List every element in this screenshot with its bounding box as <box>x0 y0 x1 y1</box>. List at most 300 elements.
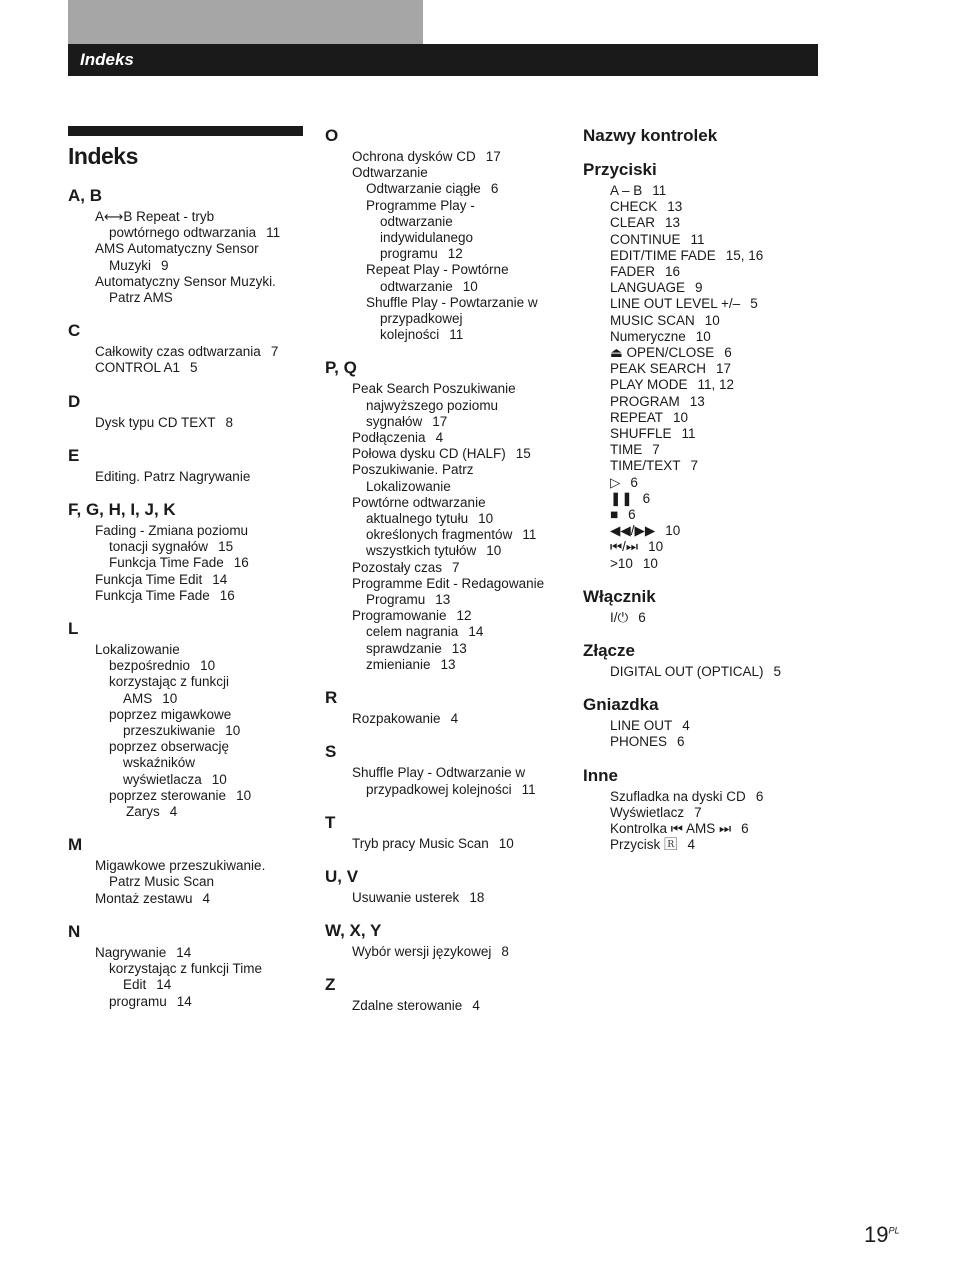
index-entry <box>325 414 565 430</box>
entry-text: MUSIC SCAN <box>610 312 695 328</box>
index-entry <box>68 209 304 225</box>
index-entry <box>583 507 843 523</box>
entry-text: Usuwanie usterek <box>352 889 460 905</box>
entry-text: ■ <box>610 507 619 523</box>
section-heading: A, B <box>68 186 102 205</box>
section-heading: E <box>68 445 80 465</box>
section-heading: U, V <box>325 866 359 886</box>
index-entry <box>583 248 843 264</box>
index-entry <box>325 641 565 657</box>
index-entry <box>583 734 843 750</box>
index-entry <box>583 442 843 458</box>
entry-page: 6 <box>628 507 636 523</box>
index-column-3 <box>583 120 843 869</box>
index-section <box>325 921 565 960</box>
index-entry <box>583 475 843 491</box>
index-section <box>583 587 843 626</box>
index-entry <box>583 610 843 626</box>
entry-page: 17 <box>485 149 501 164</box>
entry-text: zmienianie <box>366 656 431 672</box>
entry-page: 11 <box>521 781 536 797</box>
entry-page: 13 <box>667 199 683 215</box>
entry-page: 4 <box>450 711 459 727</box>
index-entry <box>68 707 304 723</box>
entry-text: FADER <box>610 264 656 280</box>
entry-text: Kontrolka ⏮ AMS ⏭ <box>610 821 732 837</box>
index-entry <box>325 181 565 197</box>
entry-text: poprzez obserwację <box>109 739 230 755</box>
entry-text: Patrz AMS <box>109 290 173 306</box>
index-entry <box>325 560 565 576</box>
entry-page: 4 <box>472 998 480 1014</box>
entry-page: 15 <box>218 539 234 555</box>
entry-page: 11 <box>522 527 537 543</box>
index-entry <box>583 377 843 393</box>
entry-text: Poszukiwanie. Patrz <box>352 462 474 478</box>
entry-text: LINE OUT LEVEL +/– <box>610 296 741 312</box>
index-section <box>68 835 304 907</box>
index-entry <box>68 674 304 690</box>
entry-text: AMS <box>123 690 153 706</box>
index-entry <box>325 765 565 781</box>
entry-page: 11 <box>652 183 667 198</box>
controls-title: Nazwy kontrolek <box>583 126 718 145</box>
entry-text: programu <box>109 993 167 1009</box>
entry-page: 10 <box>648 539 664 555</box>
page-number-suffix: PL <box>888 1225 900 1236</box>
entry-text: Pozostały czas <box>352 559 443 575</box>
entry-page: 10 <box>498 835 514 851</box>
entry-page: 10 <box>225 723 241 739</box>
index-entry <box>325 592 565 608</box>
entry-text: sprawdzanie <box>366 640 442 656</box>
index-entry <box>325 890 565 906</box>
entry-text: wskaźników <box>123 755 196 771</box>
entry-page: 6 <box>638 609 646 625</box>
entry-page: 17 <box>716 361 732 377</box>
index-section <box>325 742 565 797</box>
entry-text: Repeat Play - Powtórne <box>366 262 509 278</box>
index-entry <box>583 821 843 837</box>
entry-page: 10 <box>478 511 494 527</box>
entry-text: Tryb pracy Music Scan <box>352 835 489 851</box>
entry-text: poprzez migawkowe <box>109 706 232 722</box>
section-heading: T <box>325 812 336 832</box>
entry-text: I/⏻ <box>610 609 629 625</box>
index-entry <box>68 994 304 1010</box>
index-entry <box>325 279 565 295</box>
entry-text: programu <box>380 246 438 262</box>
index-entry <box>68 539 304 555</box>
index-section <box>325 867 565 906</box>
entry-page: 10 <box>200 658 216 674</box>
entry-text: EDIT/TIME FADE <box>610 247 716 263</box>
entry-page: 13 <box>689 393 705 409</box>
header-title: Indeks <box>80 50 134 69</box>
entry-text: TIME/TEXT <box>610 458 681 474</box>
column-sections <box>68 186 304 1010</box>
entry-page: 8 <box>225 414 234 430</box>
index-entry <box>583 523 843 539</box>
index-entry <box>68 258 304 274</box>
index-entry <box>68 523 304 539</box>
page-number-value: 19 <box>864 1222 889 1247</box>
index-entry <box>583 280 843 296</box>
entry-text: przypadkowej <box>380 311 463 327</box>
index-section <box>68 321 304 376</box>
index-entry <box>68 241 304 257</box>
index-entry <box>325 327 565 343</box>
entry-text: CLEAR <box>610 215 656 231</box>
header-bar <box>68 44 818 76</box>
entry-text: LINE OUT <box>610 718 673 734</box>
entry-text: CONTROL A1 <box>95 360 181 376</box>
index-entry <box>583 394 843 410</box>
index-entry <box>325 165 565 181</box>
index-section <box>583 766 843 854</box>
index-entry <box>583 183 843 199</box>
entry-page: 13 <box>665 215 681 231</box>
entry-page: 7 <box>270 344 279 360</box>
index-section <box>325 813 565 852</box>
index-section <box>325 358 565 673</box>
entry-page: 16 <box>233 555 249 571</box>
entry-text: powtórnego odtwarzania <box>109 225 257 241</box>
entry-page: 11 <box>690 231 705 247</box>
index-section <box>583 641 843 680</box>
entry-text: Rozpakowanie <box>352 711 441 727</box>
index-entry <box>325 230 565 246</box>
index-entry <box>68 804 304 820</box>
entry-text: Muzyki <box>109 257 152 273</box>
title-rule <box>68 126 303 136</box>
entry-text: PROGRAM <box>610 393 680 409</box>
index-entry <box>325 624 565 640</box>
entry-page: 10 <box>486 543 502 559</box>
index-section <box>68 186 304 306</box>
section-heading: N <box>68 921 81 941</box>
index-entry <box>325 214 565 230</box>
index-section <box>583 160 843 572</box>
index-entry <box>325 998 565 1014</box>
entry-text: ◀◀/▶▶ <box>610 523 656 539</box>
entry-page: 11 <box>266 225 281 241</box>
entry-text: A – B <box>610 183 643 198</box>
index-entry <box>325 543 565 559</box>
entry-text: Edit <box>123 977 147 993</box>
entry-text: Numeryczne <box>610 328 686 344</box>
index-entry <box>583 264 843 280</box>
index-section <box>325 126 565 343</box>
entry-text: Powtórne odtwarzanie <box>352 494 486 510</box>
entry-text: Lokalizowanie <box>95 642 180 658</box>
entry-text: AMS Automatyczny Sensor <box>95 241 259 257</box>
index-entry <box>68 874 304 890</box>
index-entry <box>583 426 843 442</box>
index-entry <box>68 858 304 874</box>
entry-page: 15 <box>515 446 531 462</box>
entry-text: LANGUAGE <box>610 280 686 296</box>
entry-page: 7 <box>690 458 699 474</box>
index-entry <box>68 274 304 290</box>
entry-text: Editing. Patrz Nagrywanie <box>95 468 251 484</box>
entry-text: Szufladka na dyski CD <box>610 788 746 804</box>
index-entry <box>583 199 843 215</box>
index-entry <box>583 664 843 680</box>
entry-page: 6 <box>755 788 764 804</box>
entry-page: 10 <box>704 312 720 328</box>
index-entry <box>325 836 565 852</box>
section-heading: W, X, Y <box>325 921 382 941</box>
index-section <box>325 975 565 1014</box>
index-entry <box>583 805 843 821</box>
entry-text: Patrz Music Scan <box>109 874 215 890</box>
index-entry <box>583 410 843 426</box>
index-section <box>68 446 304 485</box>
entry-text: Programme Play - <box>366 197 475 213</box>
entry-text: Peak Search Poszukiwanie <box>352 381 516 397</box>
entry-page: 5 <box>190 360 198 376</box>
entry-text: TIME <box>610 442 643 458</box>
entry-text: wyświetlacza <box>123 771 202 787</box>
index-entry <box>68 739 304 755</box>
entry-page: 5 <box>773 664 782 680</box>
entry-page: 9 <box>695 280 703 296</box>
entry-page: 14 <box>176 944 192 960</box>
entry-text: PEAK SEARCH <box>610 361 707 377</box>
entry-text: ⏮/⏭ <box>610 539 639 555</box>
index-entry <box>325 511 565 527</box>
entry-page: 4 <box>202 890 211 906</box>
entry-text: korzystając z funkcji <box>109 674 230 690</box>
entry-page: 14 <box>156 977 172 993</box>
index-entry <box>68 290 304 306</box>
index-section <box>68 922 304 1010</box>
index-entry <box>325 262 565 278</box>
entry-text: aktualnego tytułu <box>366 511 469 527</box>
entry-text: Odtwarzanie ciągłe <box>366 181 481 197</box>
section-heading: Złącze <box>583 641 635 661</box>
index-entry <box>68 415 304 431</box>
section-heading: Gniazdka <box>583 695 659 715</box>
index-entry <box>68 588 304 604</box>
entry-page: 11, 12 <box>697 377 735 393</box>
entry-page: 10 <box>236 787 252 803</box>
header-grey-tab <box>68 0 423 44</box>
section-heading: Z <box>325 975 336 995</box>
entry-text: >10 <box>610 555 633 571</box>
entry-page: 17 <box>432 413 448 429</box>
entry-page: 14 <box>468 624 484 640</box>
index-section <box>68 392 304 431</box>
entry-page: 11 <box>449 327 464 343</box>
index-entry <box>583 458 843 474</box>
entry-page: 15, 16 <box>725 247 764 263</box>
index-entry <box>68 225 304 241</box>
index-entry <box>583 296 843 312</box>
index-entry <box>583 232 843 248</box>
index-entry <box>583 556 843 572</box>
index-entry <box>583 837 843 853</box>
entry-page: 9 <box>161 257 169 273</box>
index-entry <box>325 657 565 673</box>
column-sections <box>325 126 565 1015</box>
index-entry <box>583 329 843 345</box>
index-entry <box>325 311 565 327</box>
entry-page: 6 <box>642 490 651 506</box>
entry-page: 10 <box>695 328 711 344</box>
section-heading: M <box>68 835 83 855</box>
index-entry <box>325 462 565 478</box>
entry-text: korzystając z funkcji Time <box>109 961 263 977</box>
index-entry <box>583 718 843 734</box>
index-entry <box>583 361 843 377</box>
entry-text: przeszukiwanie <box>123 723 216 739</box>
entry-text: tonacji sygnałów <box>109 539 209 555</box>
index-entry <box>325 149 565 165</box>
entry-page: 13 <box>440 656 456 672</box>
entry-page: 5 <box>750 296 758 312</box>
index-entry <box>68 945 304 961</box>
entry-text: Montaż zestawu <box>95 890 193 906</box>
index-entry <box>583 789 843 805</box>
section-heading: R <box>325 688 338 708</box>
index-entry <box>583 539 843 555</box>
entry-text: celem nagrania <box>366 624 459 640</box>
section-heading: C <box>68 321 81 341</box>
entry-text: PHONES <box>610 734 668 750</box>
entry-page: 16 <box>219 587 235 603</box>
index-entry <box>325 430 565 446</box>
section-heading: Inne <box>583 765 618 785</box>
entry-text: Podłączenia <box>352 430 426 446</box>
entry-text: REPEAT <box>610 409 664 425</box>
entry-page: 6 <box>490 181 499 197</box>
index-entry <box>325 446 565 462</box>
entry-text: Ochrona dysków CD <box>352 149 476 164</box>
entry-text: Przycisk 🅁 <box>610 837 678 853</box>
index-entry <box>325 398 565 414</box>
entry-page: 6 <box>724 345 732 361</box>
section-heading: Przyciski <box>583 160 657 179</box>
entry-page: 11 <box>681 426 696 442</box>
index-column-1 <box>68 120 304 1025</box>
section-heading: P, Q <box>325 358 357 378</box>
entry-text: Shuffle Play - Odtwarzanie w <box>352 765 526 781</box>
entry-text: Programme Edit - Redagowanie <box>352 575 545 591</box>
index-entry <box>325 295 565 311</box>
entry-text: CHECK <box>610 199 658 215</box>
entry-text: Połowa dysku CD (HALF) <box>352 446 506 462</box>
entry-text: CONTINUE <box>610 231 681 247</box>
entry-page: 6 <box>677 734 685 750</box>
entry-text: Wyświetlacz <box>610 804 685 820</box>
entry-text: wszystkich tytułów <box>366 543 477 559</box>
entry-text: Funkcja Time Fade <box>109 555 224 571</box>
entry-text: PLAY MODE <box>610 377 688 393</box>
index-section <box>325 688 565 727</box>
entry-page: 13 <box>435 592 451 608</box>
index-entry <box>68 961 304 977</box>
entry-text: DIGITAL OUT (OPTICAL) <box>610 664 764 680</box>
entry-text: Funkcja Time Fade <box>95 587 210 603</box>
index-column-2 <box>325 120 565 1030</box>
index-entry <box>325 782 565 798</box>
entry-page: 12 <box>456 608 472 624</box>
index-entry <box>325 608 565 624</box>
entry-text: indywidulanego <box>380 230 474 246</box>
page-number <box>864 1222 900 1248</box>
entry-page: 12 <box>447 246 463 262</box>
index-entry <box>583 313 843 329</box>
entry-page: 6 <box>630 474 638 490</box>
entry-page: 18 <box>469 889 485 905</box>
entry-text: Programowanie <box>352 608 447 624</box>
entry-text: odtwarzanie <box>380 278 453 294</box>
index-entry <box>325 576 565 592</box>
index-entry <box>68 642 304 658</box>
index-entry <box>68 360 304 376</box>
section-heading: L <box>68 619 79 639</box>
entry-page: 16 <box>665 264 681 280</box>
entry-page: 10 <box>162 690 178 706</box>
index-entry <box>68 788 304 804</box>
entry-text: Dysk typu CD TEXT <box>95 414 216 430</box>
entry-page: 4 <box>687 837 696 853</box>
index-entry <box>68 977 304 993</box>
index-entry <box>68 344 304 360</box>
index-entry <box>325 495 565 511</box>
entry-text: poprzez sterowanie <box>109 787 227 803</box>
section-heading: Włącznik <box>583 586 656 606</box>
entry-page: 10 <box>462 278 478 294</box>
index-entry <box>68 891 304 907</box>
entry-text: Nagrywanie <box>95 944 167 960</box>
index-entry <box>583 215 843 231</box>
index-entry <box>325 944 565 960</box>
entry-text: ⏏ OPEN/CLOSE <box>610 345 715 361</box>
index-entry <box>583 491 843 507</box>
entry-text: sygnałów <box>366 413 423 429</box>
entry-page: 13 <box>451 640 467 656</box>
index-entry <box>325 479 565 495</box>
index-entry <box>68 572 304 588</box>
entry-text: odtwarzanie <box>380 213 453 229</box>
section-heading: O <box>325 126 339 145</box>
entry-text: Fading - Zmiana poziomu <box>95 523 249 539</box>
index-section <box>68 619 304 820</box>
entry-text: Shuffle Play - Powtarzanie w <box>366 294 538 310</box>
entry-text: ▷ <box>610 474 621 490</box>
entry-text: najwyższego poziomu <box>366 397 499 413</box>
column-sections <box>583 160 843 854</box>
entry-text: Całkowity czas odtwarzania <box>95 344 261 360</box>
section-heading: F, G, H, I, J, K <box>68 500 176 520</box>
entry-page: 7 <box>452 559 460 575</box>
entry-page: 4 <box>682 718 690 734</box>
entry-page: 10 <box>665 523 681 539</box>
index-entry <box>68 691 304 707</box>
section-heading: S <box>325 742 337 762</box>
index-entry <box>325 198 565 214</box>
entry-page: 7 <box>652 442 660 458</box>
entry-text: Odtwarzanie <box>352 165 428 181</box>
entry-text: bezpośrednio <box>109 658 191 674</box>
entry-text: określonych fragmentów <box>366 527 513 543</box>
entry-text: Migawkowe przeszukiwanie. <box>95 858 266 874</box>
index-entry <box>68 555 304 571</box>
index-entry <box>68 755 304 771</box>
